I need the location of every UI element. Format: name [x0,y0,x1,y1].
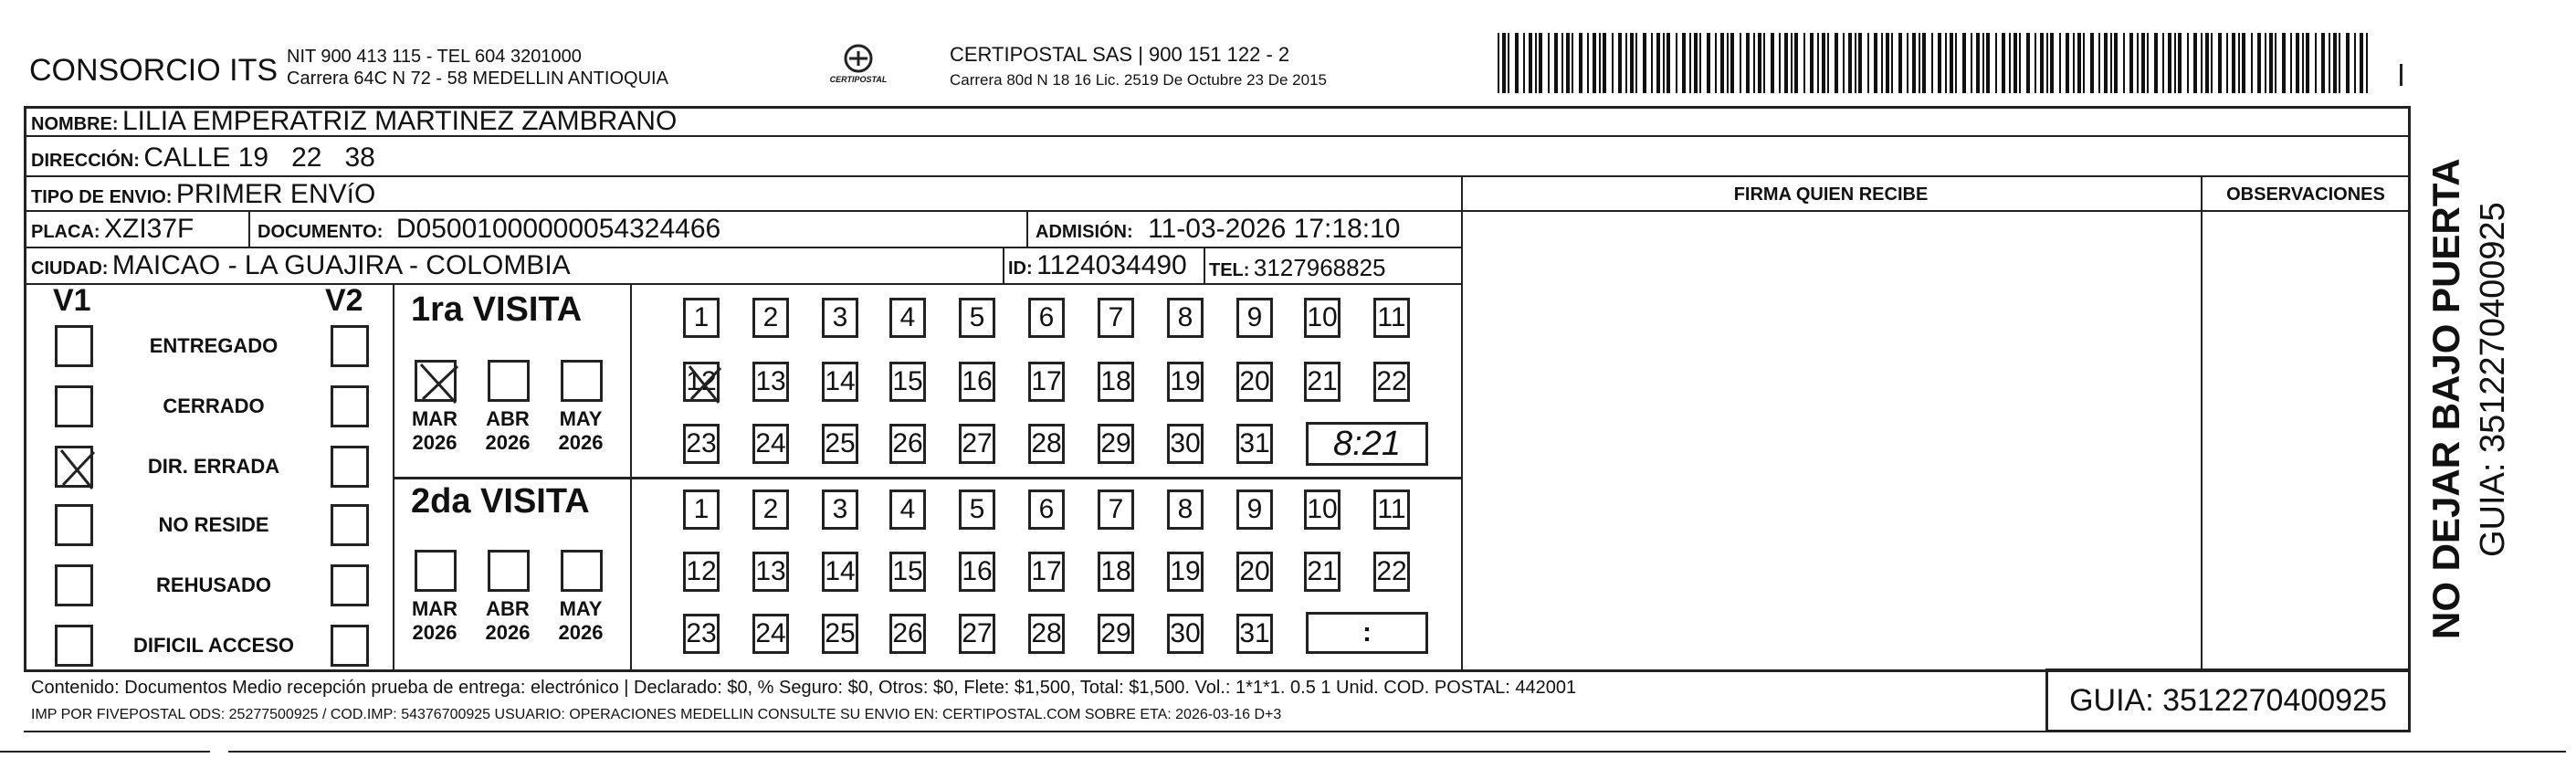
status-option-label: CERRADO [163,395,265,417]
barcode-bar [1986,33,1990,93]
v1-header: V1 [53,283,91,318]
footer-line2: IMP POR FIVEPOSTAL ODS: 25277500925 / COD.IMP: 54376700925 USUARIO: OPERACIONES MEDELLIN CONSULTE SU ENVIO EN: CERTIPOSTAL.COM SOBRE ETA: 2026-03-16 D+3 [31,707,1282,722]
visit1-day-cell[interactable]: 24 [752,424,789,464]
barcode-bar [2141,33,2145,93]
barcode-bar [2110,33,2112,93]
v2-checkbox[interactable] [331,385,369,427]
visit2-day-cell[interactable]: 23 [683,614,720,654]
footer-guia: GUIA: 3512270400925 [2069,683,2387,718]
v1-checkbox[interactable] [55,504,93,546]
barcode-bar [1656,33,1660,93]
visit2-day-cell[interactable]: 22 [1373,552,1410,592]
barcode-bar [2275,33,2276,93]
visit2-day-cell[interactable]: 7 [1098,490,1134,530]
visit2-day-cell[interactable]: 6 [1028,490,1065,530]
visit2-day-cell[interactable]: 28 [1028,614,1065,654]
barcode-bar [2339,33,2340,93]
barcode-bar [2333,33,2337,93]
barcode-bar [1689,33,1691,93]
direccion-value: CALLE 19 22 38 [143,142,375,173]
barcode-bar [1931,33,1933,93]
observaciones-header: OBSERVACIONES [2226,184,2385,205]
visit1-time-box [1306,422,1428,466]
barcode-bar [1962,33,1966,93]
nombre-label: NOMBRE: [31,114,119,134]
visit1-day-cell[interactable]: 31 [1236,424,1273,464]
status-option-label: DIR. ERRADA [147,455,280,478]
barcode-bar [1881,33,1883,93]
carrier-line1: CERTIPOSTAL SAS | 900 151 122 - 2 [950,43,1290,66]
visit2-day-cell[interactable]: 9 [1236,490,1273,530]
barcode-bar [1848,33,1852,93]
barcode-bar [1746,33,1750,93]
ciudad-field [31,250,571,281]
barcode-bar [1667,33,1670,93]
barcode-bar [1539,33,1542,93]
direccion-label: DIRECCIÓN: [31,151,140,171]
documento-value: D05001000000054324466 [395,214,721,244]
certipostal-logo-icon [822,38,895,93]
barcode-bar [1618,33,1622,93]
visit2-year-label: 2026 [485,621,531,644]
visit1-day-cell[interactable]: 3 [822,298,858,338]
barcode-bar [1858,33,1862,93]
visit2-day-cell[interactable]: 16 [959,552,995,592]
barcode-bar [1827,33,1829,93]
visit2-time-box [1306,612,1428,654]
visit1-day-cell[interactable]: 5 [959,298,995,338]
status-option-label: ENTREGADO [149,334,279,357]
barcode-bar [1976,33,1980,93]
v1-checkbox[interactable] [55,625,93,667]
placa-field [31,214,194,245]
placa-value: XZI37F [104,214,195,244]
barcode-bar [2290,33,2292,93]
v2-checkbox[interactable] [331,446,369,488]
barcode-bar [2296,33,2299,93]
barcode-bar [2174,33,2176,93]
visit1-day-cell[interactable]: 9 [1236,298,1273,338]
barcode-bar [1561,33,1563,93]
visit1-day-cell[interactable]: 10 [1304,298,1341,338]
barcode-bar [1784,33,1788,93]
side-warning: NO DEJAR BAJO PUERTA [2424,158,2467,639]
visit2-day-cell[interactable]: 27 [959,614,995,654]
visit1-day-cell[interactable]: 20 [1236,362,1273,402]
x-mark-icon [417,363,459,405]
visit1-day-cell[interactable]: 13 [752,362,789,402]
barcode-bar [1579,33,1582,93]
side-guia: GUIA: 3512270400925 [2474,202,2512,557]
barcode-bar [2315,33,2317,93]
visit2-day-cell[interactable]: 30 [1167,614,1204,654]
v2-checkbox[interactable] [331,625,369,667]
barcode-bar [2265,33,2266,93]
barcode-bar [1763,33,1765,93]
visit1-day-cell[interactable]: 27 [959,424,995,464]
x-mark-icon [58,448,96,490]
visit2-day-cell[interactable]: 10 [1304,490,1341,530]
v2-checkbox[interactable] [331,504,369,546]
admision-field [1036,214,1400,245]
barcode-bar [1791,33,1793,93]
visit2-day-cell[interactable]: 12 [683,552,720,592]
barcode-bar [1898,33,1902,93]
barcode-bar [2226,33,2228,93]
barcode-bar [2129,33,2133,93]
barcode-bar [1630,33,1634,93]
visit2-day-cell[interactable]: 1 [683,490,720,530]
barcode-bar [1572,33,1573,93]
barcode-bar [1950,33,1953,93]
visit2-time: : [1362,617,1372,647]
visit1-day-cell[interactable]: 2 [752,298,789,338]
visit2-day-cell[interactable]: 11 [1373,490,1410,530]
barcode-bar [2232,33,2235,93]
tipo-envio-label: TIPO DE ENVIO: [31,187,173,207]
barcode-bar [2123,33,2125,93]
visit2-day-cell[interactable]: 19 [1167,552,1204,592]
barcode-bar [1843,33,1845,93]
visit1-day-cell[interactable]: 25 [822,424,858,464]
barcode-bar [2178,33,2182,93]
barcode-bar [1707,33,1710,93]
visit1-day-cell[interactable]: 11 [1373,298,1410,338]
barcode-bar [1730,33,1734,93]
visit2-day-cell[interactable]: 8 [1167,490,1204,530]
barcode-bar [1508,33,1509,93]
barcode-bar [1694,33,1698,93]
barcode-bar [2162,33,2164,93]
barcode-bar [1593,33,1596,93]
barcode-bar [2026,33,2030,93]
barcode-bar [2077,33,2081,93]
barcode-bar [1682,33,1686,93]
visit2-day-cell[interactable]: 20 [1236,552,1273,592]
visit2-day-cell[interactable]: 15 [889,552,926,592]
barcode-bar [2009,33,2011,93]
visit1-day-cell[interactable]: 8 [1167,298,1204,338]
visit1-day-cell[interactable]: 14 [822,362,858,402]
barcode-bar [1922,33,1926,93]
barcode-bar [2211,33,2213,93]
visit2-day-cell[interactable]: 17 [1028,552,1065,592]
visit1-title: 1ra VISITA [411,290,583,329]
barcode-bar [2238,33,2240,93]
barcode-bar [1803,33,1805,93]
barcode-bar [1625,33,1627,93]
visit2-year-label: 2026 [558,621,604,644]
visit1-year-label: 2026 [558,431,604,454]
id-field [1008,250,1187,281]
barcode-bar [1566,33,1570,93]
barcode-bar [2269,33,2273,93]
barcode-bar [2306,33,2309,93]
barcode-bar [1535,33,1537,93]
barcode-bar [1643,33,1646,93]
barcode-bar [1603,33,1606,93]
barcode-bar [2040,33,2044,93]
barcode-bar [2059,33,2061,93]
barcode-bar [1758,33,1761,93]
barcode-bar [1779,33,1781,93]
visit1-day-cell[interactable]: 4 [889,298,926,338]
barcode-bar [2083,33,2085,93]
visit1-day-cell[interactable]: 7 [1098,298,1134,338]
visit1-day-cell[interactable]: 12 [683,362,720,402]
visit1-day-cell[interactable]: 16 [959,362,995,402]
barcode-bar [1771,33,1774,93]
visit2-day-cell[interactable]: 14 [822,552,858,592]
barcode-bar [2050,33,2054,93]
barcode-bar [1817,33,1819,93]
visit1-day-cell[interactable]: 6 [1028,298,1065,338]
barcode-bar [1523,33,1525,93]
barcode-bar [1995,33,1997,93]
barcode-bar [1554,33,1558,93]
barcode-bar [2201,33,2203,93]
barcode-bar [2354,33,2356,93]
visit2-month-label: MAY [559,597,603,620]
v2-header: V2 [325,283,363,318]
visit1-day-cell[interactable]: 22 [1373,362,1410,402]
barcode-bar [1612,33,1614,93]
visit1-day-cell[interactable]: 29 [1098,424,1134,464]
tipo-envio-row [31,179,375,210]
barcode-bar [1529,33,1532,93]
barcode-bar [1945,33,1947,93]
company-line2: Carrera 64C N 72 - 58 MEDELLIN ANTIOQUIA [287,68,668,89]
barcode-bar [2251,33,2253,93]
barcode-bar [2046,33,2048,93]
visit1-month-label: MAR [411,407,458,430]
id-value: 1124034490 [1036,250,1187,280]
barcode-bar [2218,33,2222,93]
visit1-day-cell[interactable]: 23 [683,424,720,464]
company-name: CONSORCIO ITS [29,53,279,88]
barcode-bar [1548,33,1550,93]
barcode-bar [2193,33,2197,93]
barcode-bar [2114,33,2118,93]
barcode-bar [1822,33,1825,93]
barcode-bar [2346,33,2350,93]
barcode-bar [2137,33,2139,93]
visit2-day-cell[interactable]: 18 [1098,552,1134,592]
company-line1: NIT 900 413 115 - TEL 604 3201000 [287,47,582,67]
v1-checkbox[interactable] [55,564,93,606]
id-label: ID: [1008,258,1033,279]
barcode-bar [2168,33,2171,93]
tel-value: 3127968825 [1253,254,1386,281]
barcode-bar [1635,33,1637,93]
barcode-bar [1599,33,1601,93]
barcode-bar [2360,33,2363,93]
barcode-bar [2147,33,2149,93]
barcode-bar [1663,33,1665,93]
visit1-day-cell[interactable]: 28 [1028,424,1065,464]
barcode-bar [2187,33,2189,93]
certipostal-logo [822,38,895,93]
barcode-bar [1971,33,1972,93]
visit2-day-cell[interactable]: 13 [752,552,789,592]
barcode-bar [1498,33,1499,93]
barcode-bar [2321,33,2325,93]
direccion-row [31,142,375,174]
barcode-bar [1874,33,1877,93]
visit1-day-cell[interactable]: 18 [1098,362,1134,402]
visit2-month-label: ABR [486,597,530,620]
barcode-bar [2013,33,2017,93]
visit2-day-cell[interactable]: 25 [822,614,858,654]
ciudad-value: MAICAO - LA GUAJIRA - COLOMBIA [111,250,571,280]
barcode-bar [1727,33,1729,93]
visit1-day-cell[interactable]: 21 [1304,362,1341,402]
barcode-bar [1651,33,1653,93]
barcode-bar [2035,33,2036,93]
documento-field [258,214,720,245]
barcode-bar [2073,33,2075,93]
barcode [1498,33,2374,93]
visit2-month-checkbox[interactable] [415,550,457,592]
barcode-bar [2002,33,2005,93]
visit2-day-cell[interactable]: 31 [1236,614,1273,654]
v1-checkbox[interactable] [55,446,93,488]
status-option-label: NO RESIDE [158,513,269,536]
visit1-month-label: ABR [486,407,530,430]
visit2-month-label: MAR [411,597,458,620]
admision-label: ADMISIÓN: [1036,222,1133,242]
barcode-bar [1753,33,1755,93]
barcode-bar [1515,33,1519,93]
barcode-bar [2257,33,2261,93]
nombre-row [31,106,677,137]
carrier-line2: Carrera 80d N 18 16 Lic. 2519 De Octubre 23 De 2015 [950,71,1327,89]
status-option-label: REHUSADO [156,574,271,596]
visit2-day-cell[interactable]: 3 [822,490,858,530]
visit1-day-cell[interactable]: 17 [1028,362,1065,402]
barcode-bar [2205,33,2209,93]
barcode-bar [2019,33,2021,93]
visit1-day-cell[interactable]: 1 [683,298,720,338]
ciudad-label: CIUDAD: [31,258,109,279]
visit1-time: 8:21 [1333,425,1401,463]
barcode-bar [1502,33,1506,93]
documento-label: DOCUMENTO: [258,222,384,242]
barcode-bar [2066,33,2069,93]
tel-field [1209,254,1386,282]
visit2-month-checkbox[interactable] [561,550,603,592]
barcode-bar [1720,33,1724,93]
v1-checkbox[interactable] [55,385,93,427]
visit2-title: 2da VISITA [411,482,590,521]
visit1-month-checkbox[interactable] [561,360,603,402]
barcode-bar [1938,33,1941,93]
barcode-bar [1855,33,1856,93]
barcode-bar [2104,33,2108,93]
barcode-bar [2090,33,2094,93]
visit2-day-cell[interactable]: 26 [889,614,926,654]
tipo-envio-value: PRIMER ENVíO [175,179,376,209]
barcode-bar [1835,33,1838,93]
visit2-day-cell[interactable]: 4 [889,490,926,530]
barcode-bar [1912,33,1916,93]
barcode-bar [1715,33,1717,93]
visit2-day-cell[interactable]: 2 [752,490,789,530]
visit1-month-checkbox[interactable] [415,360,457,402]
visit1-year-label: 2026 [485,431,531,454]
barcode-bar [2282,33,2286,93]
visit2-year-label: 2026 [412,621,457,644]
barcode-bar [1794,33,1798,93]
visit1-day-cell[interactable]: 19 [1167,362,1204,402]
admision-value: 11-03-2026 17:18:10 [1148,214,1401,244]
visit2-day-cell[interactable]: 24 [752,614,789,654]
barcode-bar [1740,33,1741,93]
logo-text: CERTIPOSTAL [829,75,888,84]
visit2-month-checkbox[interactable] [488,550,530,592]
barcode-bar [2242,33,2245,93]
barcode-bar [2329,33,2330,93]
barcode-bar [1891,33,1893,93]
visit1-day-cell[interactable]: 26 [889,424,926,464]
barcode-bar [2098,33,2100,93]
header-tick [2400,64,2403,86]
visit1-day-cell[interactable]: 30 [1167,424,1204,464]
visit1-month-checkbox[interactable] [488,360,530,402]
x-mark-icon [686,364,722,405]
v1-checkbox[interactable] [55,325,93,367]
barcode-bar [1886,33,1889,93]
visit1-month-label: MAY [559,407,603,430]
barcode-bar [2154,33,2158,93]
status-option-label: DIFICIL ACCESO [132,634,294,657]
barcode-bar [1982,33,1984,93]
visit2-day-cell[interactable]: 5 [959,490,995,530]
barcode-bar [2366,33,2368,93]
barcode-bar [1810,33,1814,93]
v2-checkbox[interactable] [331,564,369,606]
visit2-day-cell[interactable]: 21 [1304,552,1341,592]
visit1-day-cell[interactable]: 15 [889,362,926,402]
barcode-bar [2302,33,2304,93]
barcode-bar [1907,33,1908,93]
placa-label: PLACA: [31,222,100,242]
barcode-bar [1587,33,1589,93]
barcode-bar [1919,33,1920,93]
barcode-bar [1955,33,1957,93]
nombre-value: LILIA EMPERATRIZ MARTINEZ ZAMBRANO [122,106,678,136]
visit1-year-label: 2026 [412,431,457,454]
barcode-bar [1867,33,1869,93]
visit2-day-cell[interactable]: 29 [1098,614,1134,654]
barcode-bar [1699,33,1701,93]
v2-checkbox[interactable] [331,325,369,367]
firma-header: FIRMA QUIEN RECIBE [1733,184,1929,205]
barcode-bar [1676,33,1677,93]
tel-label: TEL: [1209,260,1250,280]
footer-line1: Contenido: Documentos Medio recepción prueba de entrega: electrónico | Declarado: $0, % Seguro: $0, Otros: $0, Flete: $1,500, Total: $1,500. Vol.: 1*1*1. 0.5 1 Unid. COD. POSTAL: 442001 [31,678,1577,698]
